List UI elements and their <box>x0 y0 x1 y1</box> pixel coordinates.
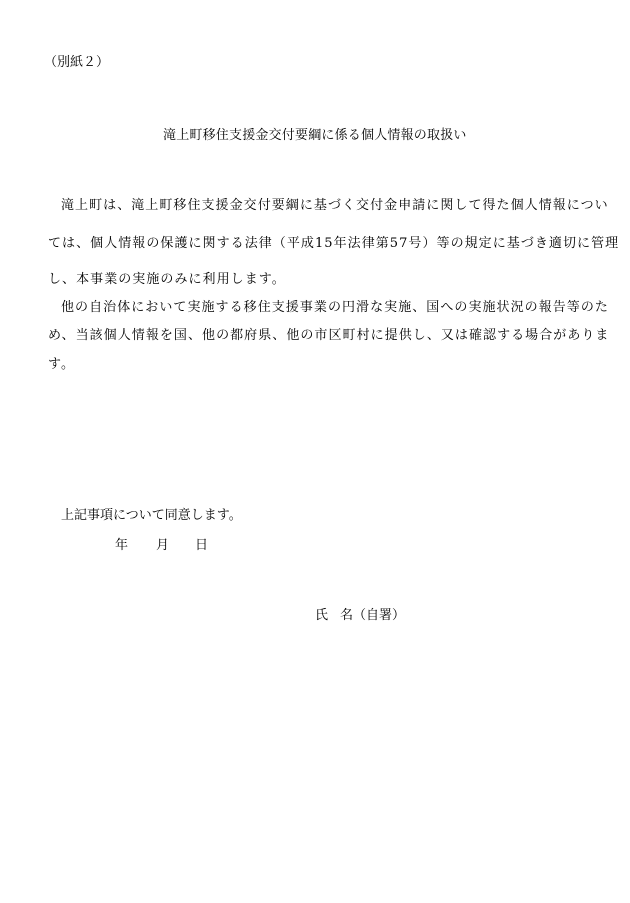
body-line-4: 他の自治体において実施する移住支援事業の円滑な実施、国への実施状況の報告等のた <box>61 300 609 315</box>
date-day-label: 日 <box>195 538 209 553</box>
body-line-6: す。 <box>48 357 76 372</box>
date-year-label: 年 <box>115 538 129 553</box>
body-line-1: 滝上町は、滝上町移住支援金交付要綱に基づく交付金申請に関して得た個人情報につい <box>61 198 609 213</box>
consent-statement: 上記事項について同意します。 <box>61 508 242 523</box>
attachment-label: （別紙２） <box>44 55 110 70</box>
body-line-5: め、当該個人情報を国、他の都府県、他の市区町村に提供し、又は確認する場合がありま <box>48 328 610 343</box>
body-line-3: し、本事業の実施のみに利用します。 <box>48 272 286 287</box>
signature-line <box>315 604 405 623</box>
date-month-label: 月 <box>156 538 170 553</box>
signature-surname-label: 氏 <box>315 608 329 623</box>
document-title: 滝上町移住支援金交付要綱に係る個人情報の取扱い <box>163 128 467 143</box>
signature-name-label: 名（自署） <box>340 608 406 623</box>
body-line-2: ては、個人情報の保護に関する法律（平成15年法律第57号）等の規定に基づき適切に管理 <box>48 236 620 251</box>
